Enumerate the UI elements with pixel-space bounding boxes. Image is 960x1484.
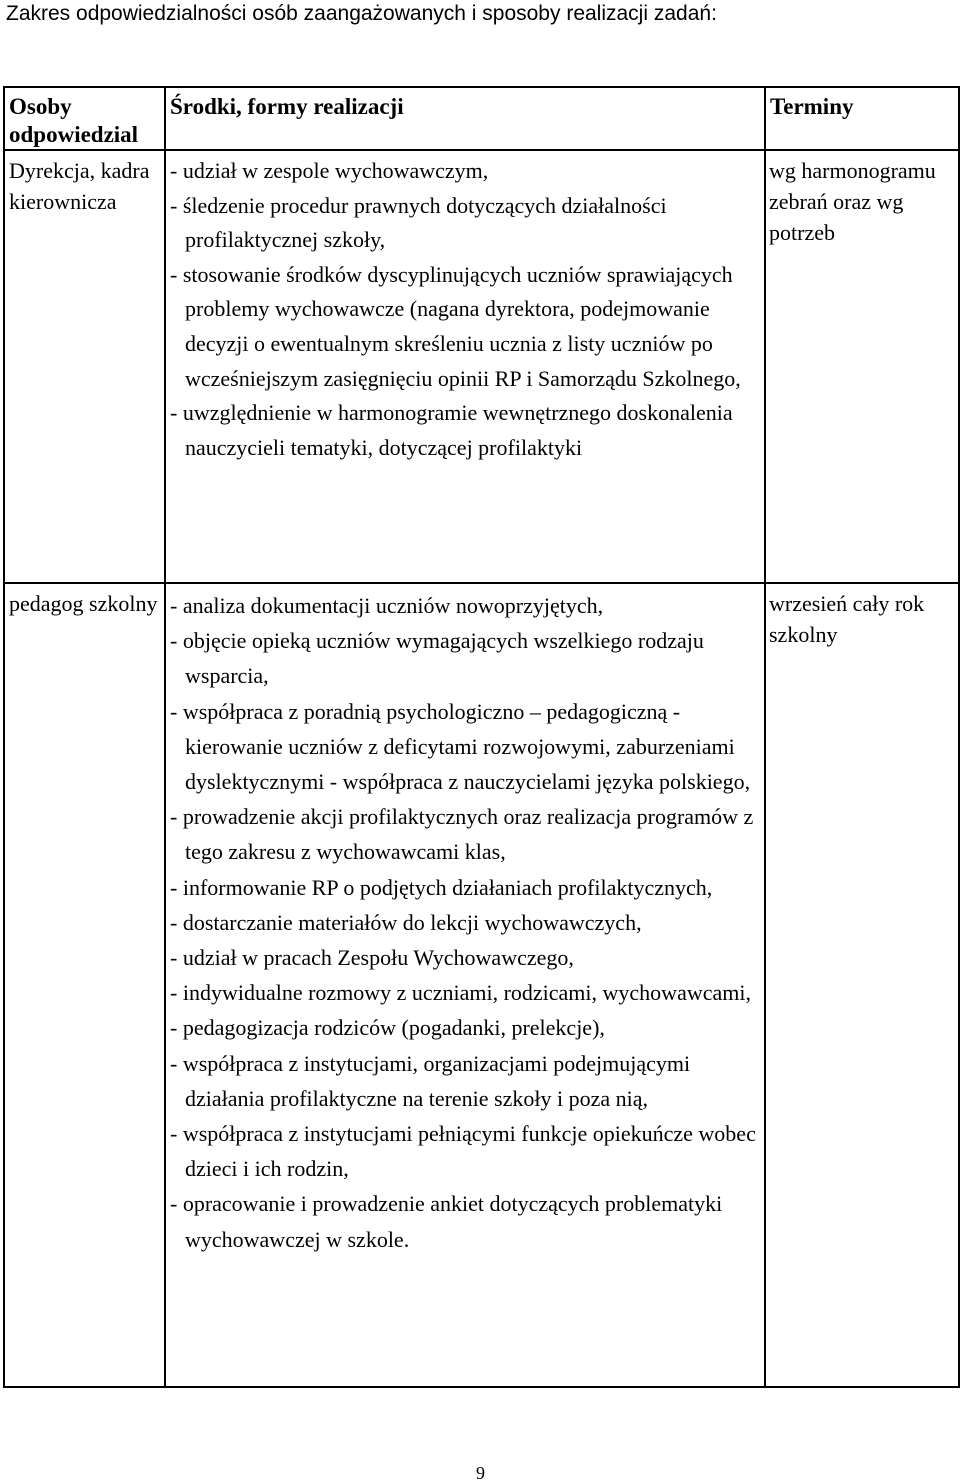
list-item: - informowanie RP o podjętych działaniach profilaktycznych,: [170, 874, 713, 900]
list-item: - śledzenie procedur prawnych dotyczących działalności profilaktycznej szkoły,: [170, 192, 667, 253]
terms-text: wg harmonogramu zebrań oraz wg potrzeb: [769, 158, 936, 245]
means-list: [166, 584, 764, 1267]
header-means: Środki, formy realizacji: [170, 94, 404, 119]
list-item: - współpraca z instytucjami, organizacjami podejmującymi działania profilaktyczne na terenie szkoły i poza nią,: [170, 1050, 691, 1111]
table-header-row: [4, 87, 959, 150]
list-item: - opracowanie i prowadzenie ankiet dotyczących problematyki wychowawczej w szkole.: [170, 1191, 723, 1252]
terms-text: wrzesień cały rok szkolny: [769, 591, 925, 647]
page-number: 9: [476, 1463, 485, 1483]
table-row: [4, 150, 959, 583]
page-heading: Zakres odpowiedzialności osób zaangażowanych i sposoby realizacji zadań:: [6, 2, 717, 25]
list-item: - indywidualne rozmowy z uczniami, rodzicami, wychowawcami,: [170, 980, 751, 1006]
list-item: - dostarczanie materiałów do lekcji wychowawczych,: [170, 909, 642, 935]
persons-text: Dyrekcja, kadra kierownicza: [9, 158, 150, 214]
header-terms-cell: [765, 87, 959, 150]
responsibility-table: [3, 86, 960, 1388]
list-item: - udział w pracach Zespołu Wychowawczego,: [170, 945, 574, 971]
means-cell: [165, 150, 765, 583]
terms-cell: [765, 150, 959, 583]
list-item: - pedagogizacja rodziców (pogadanki, prelekcje),: [170, 1015, 605, 1041]
header-persons-cell: [4, 87, 165, 150]
list-item: - udział w zespole wychowawczym,: [170, 158, 489, 183]
list-item: - współpraca z instytucjami pełniącymi funkcje opiekuńcze wobec dzieci i ich rodzin,: [170, 1121, 756, 1182]
persons-cell: [4, 583, 165, 1387]
header-persons: Osoby odpowiedzial: [9, 94, 139, 147]
list-item: - stosowanie środków dyscyplinujących uczniów sprawiających problemy wychowawcze (nagana dyrektora, podejmowanie decyzji o ewentualnym skreśleniu ucznia z listy uczniów po wcześniejszym zasięgnięciu opinii RP i Samorządu Szkolnego,: [170, 261, 741, 391]
means-list: [166, 151, 764, 477]
means-cell: [165, 583, 765, 1387]
header-means-cell: [165, 87, 765, 150]
list-item: - prowadzenie akcji profilaktycznych oraz realizacja programów z tego zakresu z wychowawcami klas,: [170, 804, 754, 865]
table-row: [4, 583, 959, 1387]
header-terms: Terminy: [770, 94, 854, 119]
list-item: - współpraca z poradnią psychologiczno – pedagogiczną -kierowanie uczniów z deficytami rozwojowymi, zaburzeniami dyslektycznymi - współpraca z nauczycielami języka polskiego,: [170, 698, 751, 795]
list-item: - uwzględnienie w harmonogramie wewnętrznego doskonalenia nauczycieli tematyki, dotyczącej profilaktyki: [170, 400, 733, 460]
persons-cell: [4, 150, 165, 583]
terms-cell: [765, 583, 959, 1387]
list-item: - analiza dokumentacji uczniów nowoprzyjętych,: [170, 593, 604, 618]
list-item: - objęcie opieką uczniów wymagających wszelkiego rodzaju wsparcia,: [170, 628, 704, 689]
persons-text: pedagog szkolny: [9, 591, 158, 616]
